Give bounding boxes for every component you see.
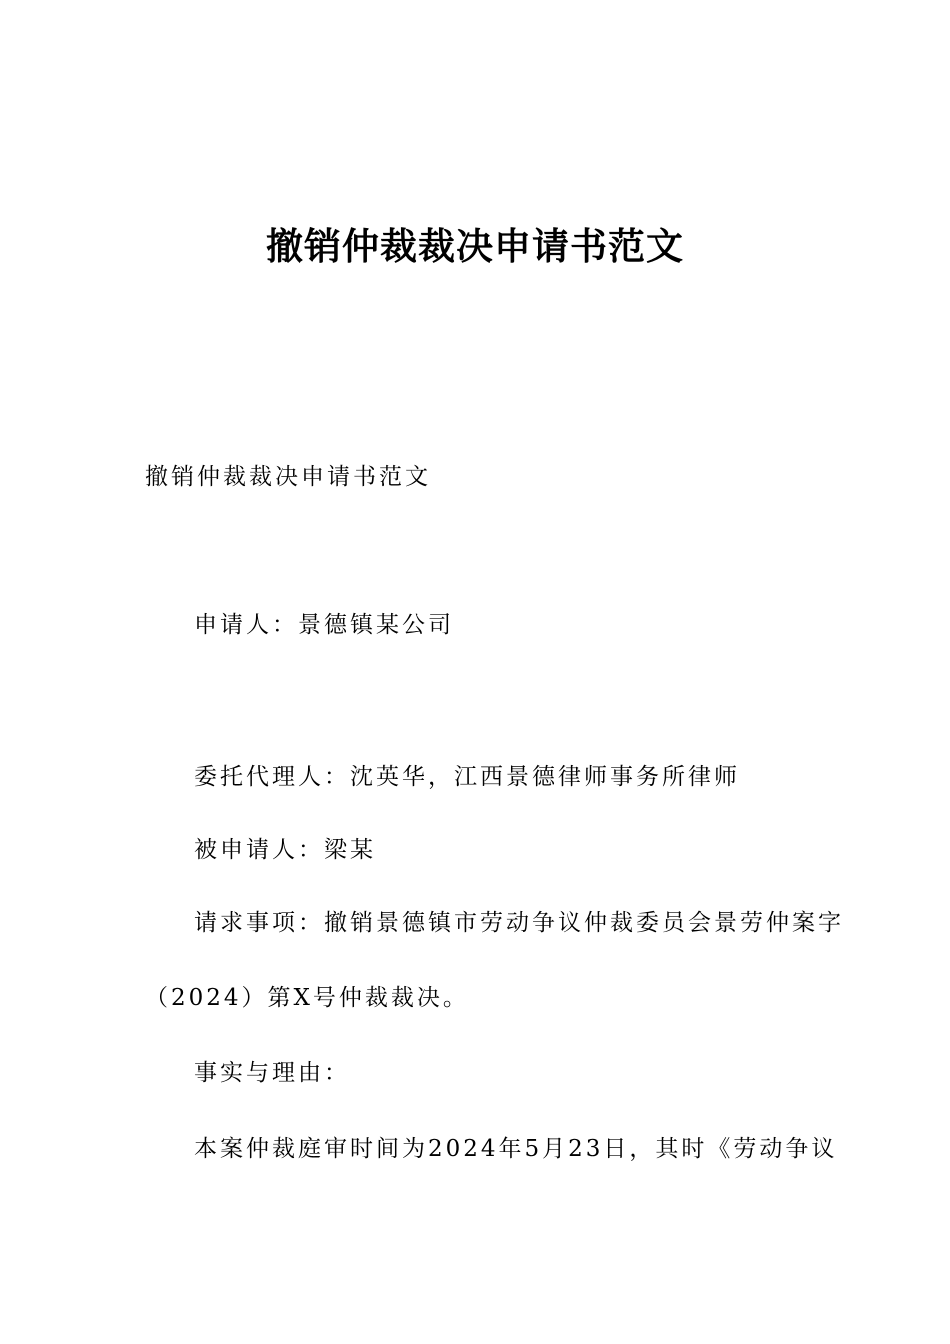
document-title: 撤销仲裁裁决申请书范文 <box>266 225 684 268</box>
document-subtitle: 撤销仲裁裁决申请书范文 <box>145 464 431 490</box>
agent-paragraph: 委托代理人：沈英华，江西景德律师事务所律师 <box>194 764 740 790</box>
facts-heading: 事实与理由： <box>194 1060 350 1086</box>
request-paragraph-line-1: 请求事项：撤销景德镇市劳动争议仲裁委员会景劳仲案字 <box>194 910 844 936</box>
applicant-paragraph: 申请人：景德镇某公司 <box>194 612 454 638</box>
respondent-paragraph: 被申请人：梁某 <box>194 837 376 863</box>
request-paragraph-line-2: （2024）第X号仲裁裁决。 <box>145 985 469 1011</box>
facts-paragraph-line-1: 本案仲裁庭审时间为2024年5月23日，其时《劳动争议 <box>194 1136 838 1162</box>
